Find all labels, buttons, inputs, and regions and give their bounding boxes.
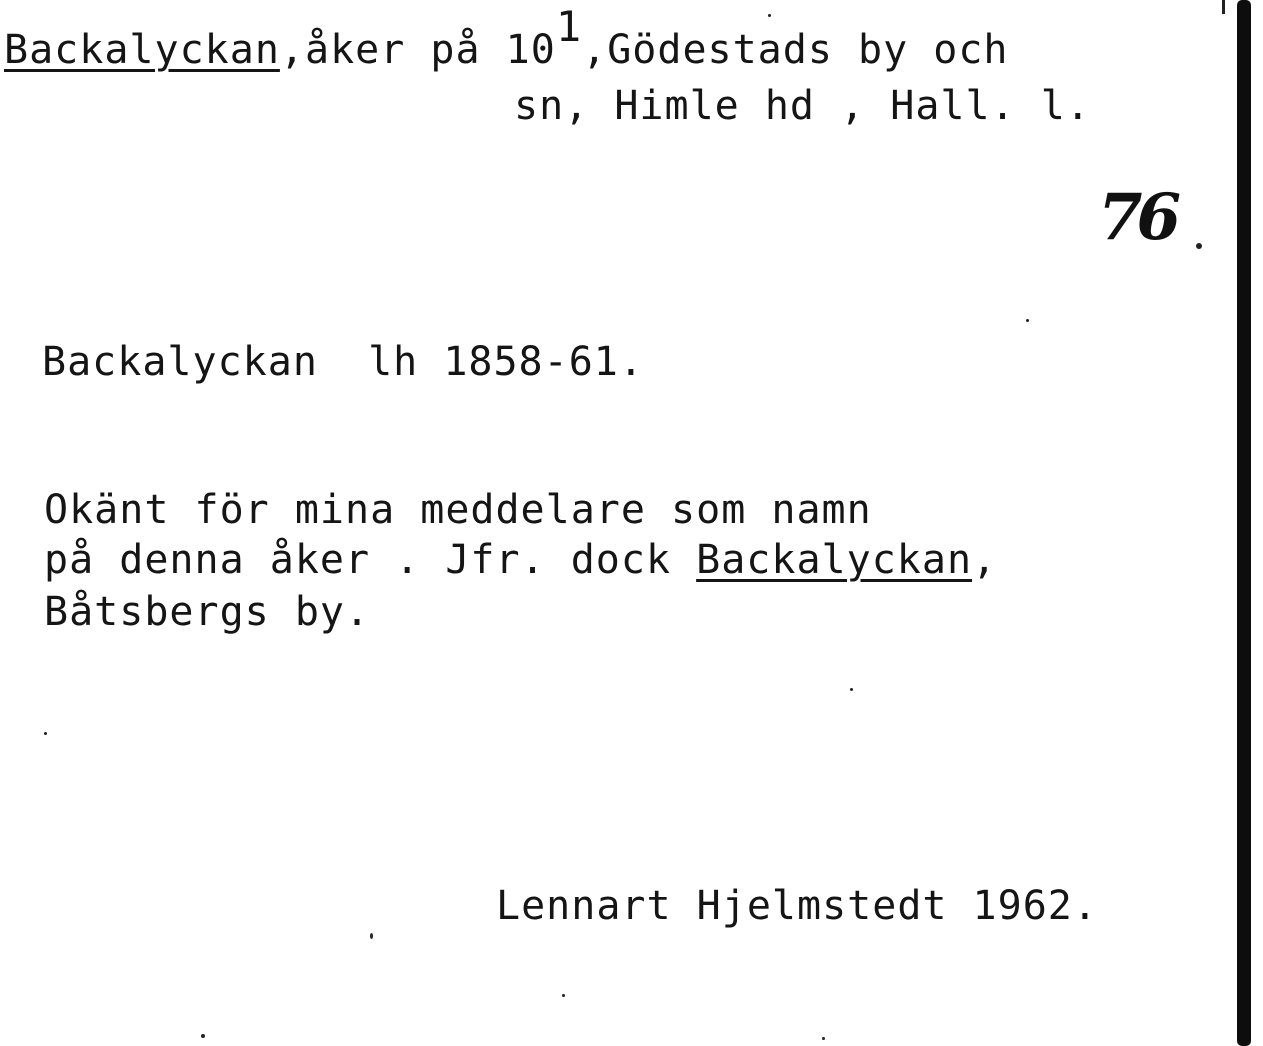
heading-line-2: sn, Himle hd , Hall. l. [514, 83, 1091, 129]
scan-speck [822, 1037, 825, 1040]
note-line-3: Båtsbergs by. [44, 589, 371, 635]
scan-speck [1026, 319, 1029, 322]
scan-speck [768, 14, 771, 17]
signature-line: Lennart Hjelmstedt 1962. [496, 883, 1098, 929]
scan-speck [370, 933, 373, 939]
record-line: Backalyckan lh 1858-61. [42, 339, 644, 385]
scan-speck [201, 1034, 205, 1038]
note-cross-reference: Backalyckan [696, 537, 973, 583]
heading-place-name: Backalyckan [4, 27, 280, 73]
handwritten-dot [1196, 243, 1202, 249]
scan-speck [44, 732, 47, 735]
note-line-2-prefix: på denna åker . Jfr. dock [44, 537, 697, 583]
heading-superscript: 1 [555, 2, 583, 51]
note-line-2-suffix: , [972, 537, 998, 583]
note-line-1: Okänt för mina meddelare som namn [44, 487, 872, 533]
scan-speck [850, 688, 853, 691]
card-right-edge [1237, 0, 1251, 1046]
heading-text-a: ,åker på 10 [279, 27, 556, 73]
heading-line-1 [4, 2, 1009, 73]
heading-text-b: ,Gödestads by och [582, 27, 1009, 73]
scan-speck [562, 994, 565, 997]
card-edge-mark [1222, 0, 1225, 14]
handwritten-number: 76 [1098, 180, 1176, 255]
note-line-2 [44, 537, 998, 583]
